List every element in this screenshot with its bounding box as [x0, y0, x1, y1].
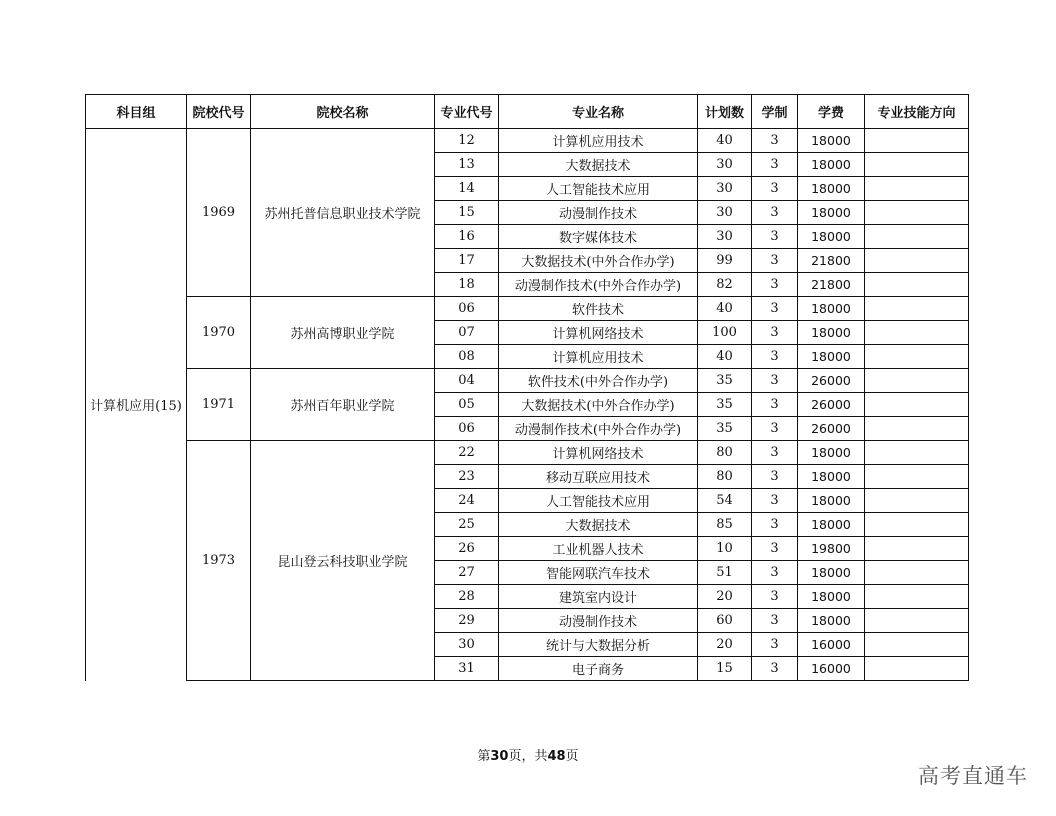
years-cell: 3	[752, 297, 798, 321]
plan-count-cell: 100	[698, 321, 752, 345]
plan-count-cell: 20	[698, 585, 752, 609]
major-code-cell: 14	[435, 177, 499, 201]
years-cell: 3	[752, 249, 798, 273]
major-code-cell: 26	[435, 537, 499, 561]
direction-cell	[865, 465, 969, 489]
fee-cell: 18000	[798, 225, 865, 249]
major-code-cell: 31	[435, 657, 499, 681]
fee-cell: 18000	[798, 561, 865, 585]
fee-cell: 18000	[798, 153, 865, 177]
major-name-cell: 电子商务	[499, 657, 698, 681]
footer-page-number: 30	[490, 749, 509, 764]
fee-cell: 18000	[798, 177, 865, 201]
school-name-cell: 苏州托普信息职业技术学院	[251, 129, 435, 297]
header-group: 科目组	[86, 95, 187, 129]
major-name-cell: 大数据技术(中外合作办学)	[499, 249, 698, 273]
plan-count-cell: 80	[698, 441, 752, 465]
major-name-cell: 大数据技术	[499, 513, 698, 537]
footer-middle: 页，共	[508, 749, 548, 764]
table-row	[86, 369, 969, 393]
table-row	[86, 129, 969, 153]
years-cell: 3	[752, 465, 798, 489]
major-name-cell: 统计与大数据分析	[499, 633, 698, 657]
fee-cell: 18000	[798, 585, 865, 609]
direction-cell	[865, 441, 969, 465]
major-code-cell: 17	[435, 249, 499, 273]
years-cell: 3	[752, 537, 798, 561]
years-cell: 3	[752, 417, 798, 441]
header-school-name: 院校名称	[251, 95, 435, 129]
major-code-cell: 04	[435, 369, 499, 393]
major-code-cell: 27	[435, 561, 499, 585]
direction-cell	[865, 249, 969, 273]
years-cell: 3	[752, 177, 798, 201]
plan-count-cell: 82	[698, 273, 752, 297]
fee-cell: 21800	[798, 249, 865, 273]
direction-cell	[865, 273, 969, 297]
major-name-cell: 动漫制作技术	[499, 609, 698, 633]
direction-cell	[865, 153, 969, 177]
fee-cell: 19800	[798, 537, 865, 561]
major-code-cell: 06	[435, 297, 499, 321]
major-name-cell: 动漫制作技术	[499, 201, 698, 225]
fee-cell: 18000	[798, 465, 865, 489]
years-cell: 3	[752, 369, 798, 393]
plan-count-cell: 35	[698, 393, 752, 417]
years-cell: 3	[752, 201, 798, 225]
school-code-cell: 1970	[187, 297, 251, 369]
school-name-cell: 苏州高博职业学院	[251, 297, 435, 369]
years-cell: 3	[752, 609, 798, 633]
major-name-cell: 智能网联汽车技术	[499, 561, 698, 585]
major-name-cell: 计算机网络技术	[499, 321, 698, 345]
years-cell: 3	[752, 345, 798, 369]
direction-cell	[865, 537, 969, 561]
fee-cell: 18000	[798, 129, 865, 153]
major-name-cell: 移动互联应用技术	[499, 465, 698, 489]
years-cell: 3	[752, 153, 798, 177]
plan-count-cell: 60	[698, 609, 752, 633]
years-cell: 3	[752, 393, 798, 417]
plan-count-cell: 40	[698, 345, 752, 369]
header-fee: 学费	[798, 95, 865, 129]
fee-cell: 18000	[798, 201, 865, 225]
school-code-cell: 1971	[187, 369, 251, 441]
plan-count-cell: 35	[698, 417, 752, 441]
plan-count-cell: 30	[698, 201, 752, 225]
direction-cell	[865, 201, 969, 225]
years-cell: 3	[752, 585, 798, 609]
plan-count-cell: 99	[698, 249, 752, 273]
major-name-cell: 建筑室内设计	[499, 585, 698, 609]
direction-cell	[865, 417, 969, 441]
major-name-cell: 数字媒体技术	[499, 225, 698, 249]
major-name-cell: 大数据技术(中外合作办学)	[499, 393, 698, 417]
page-footer	[0, 745, 1056, 764]
major-name-cell: 工业机器人技术	[499, 537, 698, 561]
major-code-cell: 12	[435, 129, 499, 153]
direction-cell	[865, 297, 969, 321]
direction-cell	[865, 177, 969, 201]
major-code-cell: 13	[435, 153, 499, 177]
years-cell: 3	[752, 561, 798, 585]
years-cell: 3	[752, 321, 798, 345]
fee-cell: 16000	[798, 657, 865, 681]
major-name-cell: 人工智能技术应用	[499, 489, 698, 513]
header-school-code: 院校代号	[187, 95, 251, 129]
years-cell: 3	[752, 129, 798, 153]
school-code-cell: 1973	[187, 441, 251, 681]
header-direction: 专业技能方向	[865, 95, 969, 129]
plan-count-cell: 35	[698, 369, 752, 393]
school-name-cell: 苏州百年职业学院	[251, 369, 435, 441]
major-code-cell: 24	[435, 489, 499, 513]
fee-cell: 18000	[798, 297, 865, 321]
table-row	[86, 297, 969, 321]
years-cell: 3	[752, 489, 798, 513]
watermark: 高考直通车	[918, 764, 1028, 788]
subject-group-cell: 计算机应用(15)	[86, 129, 187, 681]
direction-cell	[865, 321, 969, 345]
header-major-code: 专业代号	[435, 95, 499, 129]
footer-suffix: 页	[565, 749, 579, 764]
direction-cell	[865, 513, 969, 537]
admission-table	[85, 94, 969, 681]
plan-count-cell: 20	[698, 633, 752, 657]
years-cell: 3	[752, 225, 798, 249]
fee-cell: 18000	[798, 489, 865, 513]
fee-cell: 18000	[798, 345, 865, 369]
footer-total-pages: 48	[547, 749, 566, 764]
major-code-cell: 29	[435, 609, 499, 633]
direction-cell	[865, 369, 969, 393]
header-plan: 计划数	[698, 95, 752, 129]
direction-cell	[865, 129, 969, 153]
major-code-cell: 08	[435, 345, 499, 369]
direction-cell	[865, 225, 969, 249]
major-name-cell: 动漫制作技术(中外合作办学)	[499, 273, 698, 297]
direction-cell	[865, 345, 969, 369]
major-name-cell: 软件技术(中外合作办学)	[499, 369, 698, 393]
fee-cell: 18000	[798, 441, 865, 465]
years-cell: 3	[752, 633, 798, 657]
major-code-cell: 06	[435, 417, 499, 441]
plan-count-cell: 40	[698, 297, 752, 321]
major-name-cell: 计算机应用技术	[499, 345, 698, 369]
plan-count-cell: 85	[698, 513, 752, 537]
fee-cell: 18000	[798, 609, 865, 633]
direction-cell	[865, 561, 969, 585]
major-name-cell: 计算机网络技术	[499, 441, 698, 465]
fee-cell: 26000	[798, 393, 865, 417]
fee-cell: 16000	[798, 633, 865, 657]
major-name-cell: 人工智能技术应用	[499, 177, 698, 201]
fee-cell: 21800	[798, 273, 865, 297]
major-name-cell: 软件技术	[499, 297, 698, 321]
major-code-cell: 30	[435, 633, 499, 657]
years-cell: 3	[752, 657, 798, 681]
school-name-cell: 昆山登云科技职业学院	[251, 441, 435, 681]
major-name-cell: 大数据技术	[499, 153, 698, 177]
major-code-cell: 18	[435, 273, 499, 297]
fee-cell: 18000	[798, 513, 865, 537]
major-code-cell: 25	[435, 513, 499, 537]
plan-count-cell: 54	[698, 489, 752, 513]
direction-cell	[865, 489, 969, 513]
major-code-cell: 15	[435, 201, 499, 225]
header-major-name: 专业名称	[499, 95, 698, 129]
plan-count-cell: 40	[698, 129, 752, 153]
years-cell: 3	[752, 513, 798, 537]
major-name-cell: 动漫制作技术(中外合作办学)	[499, 417, 698, 441]
fee-cell: 26000	[798, 417, 865, 441]
direction-cell	[865, 633, 969, 657]
table-row	[86, 441, 969, 465]
years-cell: 3	[752, 441, 798, 465]
plan-count-cell: 30	[698, 225, 752, 249]
plan-count-cell: 30	[698, 153, 752, 177]
major-code-cell: 05	[435, 393, 499, 417]
school-code-cell: 1969	[187, 129, 251, 297]
fee-cell: 18000	[798, 321, 865, 345]
footer-prefix: 第	[477, 749, 491, 764]
major-code-cell: 16	[435, 225, 499, 249]
plan-count-cell: 10	[698, 537, 752, 561]
major-code-cell: 28	[435, 585, 499, 609]
table-body	[86, 129, 969, 681]
plan-count-cell: 80	[698, 465, 752, 489]
direction-cell	[865, 393, 969, 417]
years-cell: 3	[752, 273, 798, 297]
header-years: 学制	[752, 95, 798, 129]
major-code-cell: 22	[435, 441, 499, 465]
direction-cell	[865, 609, 969, 633]
major-code-cell: 07	[435, 321, 499, 345]
plan-count-cell: 30	[698, 177, 752, 201]
major-code-cell: 23	[435, 465, 499, 489]
major-name-cell: 计算机应用技术	[499, 129, 698, 153]
header-row	[86, 95, 969, 129]
plan-count-cell: 51	[698, 561, 752, 585]
plan-count-cell: 15	[698, 657, 752, 681]
fee-cell: 26000	[798, 369, 865, 393]
direction-cell	[865, 657, 969, 681]
direction-cell	[865, 585, 969, 609]
